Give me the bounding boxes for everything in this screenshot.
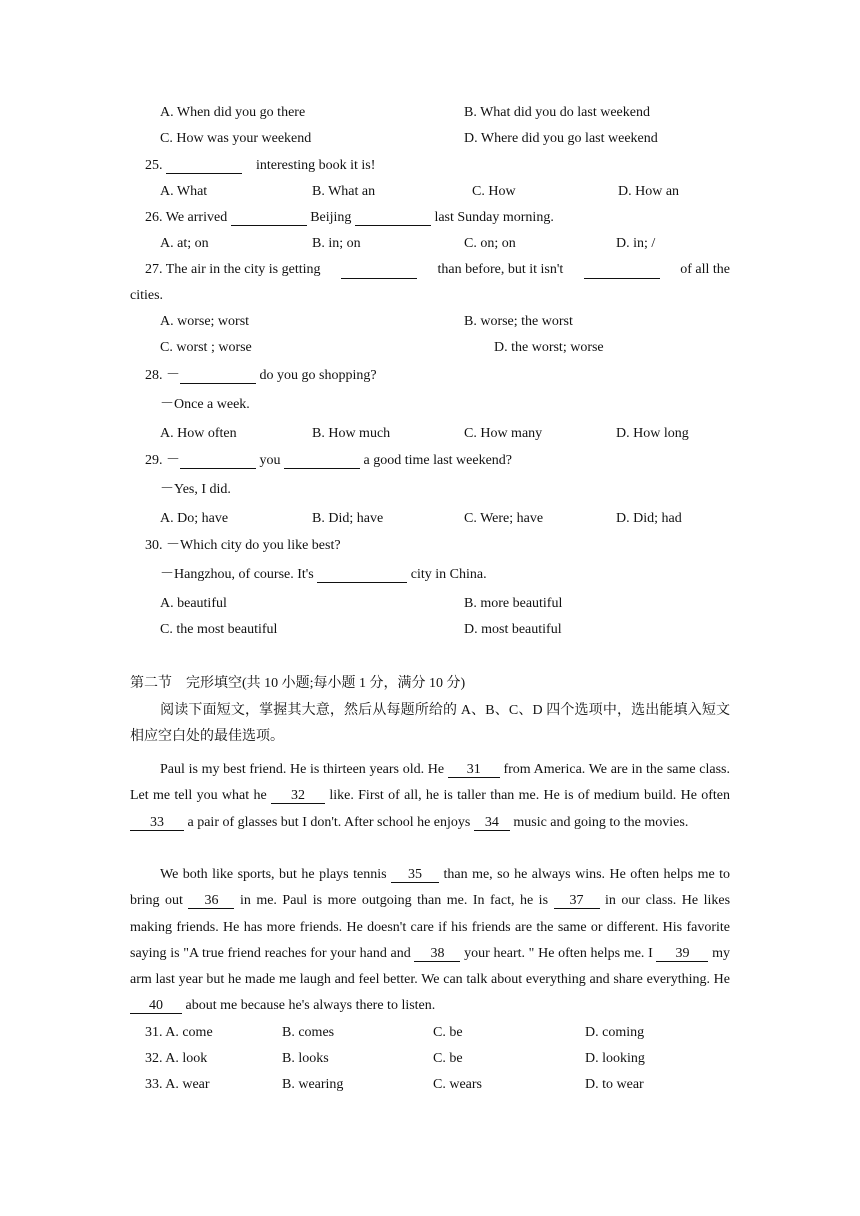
- q29-option-d: D. Did; had: [616, 511, 682, 526]
- q31-option-b: B. comes: [282, 1025, 335, 1040]
- q24-option-d: D. Where did you go last weekend: [464, 131, 658, 146]
- q26-option-b: B. in; on: [312, 236, 361, 251]
- blank-40: 40: [130, 998, 182, 1014]
- passage-text: We both like sports, but he plays tennis: [160, 867, 387, 882]
- blank-36: 36: [188, 893, 234, 909]
- q31-option-d: D. coming: [585, 1025, 645, 1040]
- q28-stem: do you go shopping?: [259, 368, 377, 383]
- question-28: [145, 367, 377, 385]
- q29-option-b: B. Did; have: [312, 511, 384, 526]
- blank-34: 34: [474, 815, 510, 831]
- q25-blank: [166, 158, 242, 174]
- passage-text: about me because he's always there to listen.: [185, 998, 436, 1014]
- q29-option-c: C. Were; have: [464, 511, 544, 526]
- blank-37: 37: [554, 893, 600, 909]
- passage-text: in me. Paul is more outgoing than me. In fact, he is: [239, 893, 549, 909]
- q25-option-b: B. What an: [312, 184, 376, 199]
- passage-text: from America. We are in the same class. Let me tell you what he: [130, 762, 730, 804]
- q29-number: 29. －: [145, 453, 180, 468]
- q31-option-a: 31. A. come: [145, 1025, 213, 1040]
- q24-option-a: A. When did you go there: [160, 105, 306, 120]
- passage-text: than me, so he always wins. He often helps me to bring out: [130, 867, 731, 909]
- q29-blank-2: [284, 453, 360, 469]
- q32-option-d: D. looking: [585, 1051, 645, 1066]
- question-29: [145, 452, 512, 470]
- q30-option-c: C. the most beautiful: [160, 622, 278, 637]
- passage-text: your heart. " He often helps me. I: [464, 945, 653, 961]
- blank-38: 38: [414, 946, 460, 962]
- q26-stem-start: 26. We arrived: [145, 210, 228, 225]
- passage-paragraph-2: [130, 862, 730, 1020]
- passage-text: a pair of glasses but I don't. After school he enjoys: [187, 814, 471, 830]
- q28-number: 28. －: [145, 368, 180, 383]
- passage-text: music and going to the movies.: [513, 814, 689, 830]
- q24-option-c: C. How was your weekend: [160, 131, 312, 146]
- blank-35: 35: [391, 867, 439, 883]
- question-25: [145, 157, 375, 175]
- blank-32: 32: [271, 788, 325, 804]
- q27-blank-2: [584, 261, 660, 279]
- q27-stem-start: 27. The air in the city is getting: [145, 262, 321, 277]
- q26-stem-mid: Beijing: [310, 210, 352, 225]
- q28-option-d: D. How long: [616, 426, 689, 441]
- q30-option-a: A. beautiful: [160, 596, 227, 611]
- blank-31: 31: [448, 762, 500, 778]
- q25-stem: interesting book it is!: [256, 158, 376, 173]
- q30-stem: 30. －Which city do you like best?: [145, 538, 341, 553]
- q30-option-b: B. more beautiful: [464, 596, 563, 611]
- q26-blank-2: [355, 210, 431, 226]
- q33-option-d: D. to wear: [585, 1077, 644, 1092]
- q27-option-b: B. worse; the worst: [464, 314, 573, 329]
- instruction-text: 阅读下面短文，掌握其大意，然后从每题所给的 A、B、C、D 四个选项中，选出能填入短文相应空白处的最佳选项。: [130, 703, 730, 745]
- q26-option-a: A. at; on: [160, 236, 209, 251]
- q29-stem-end: a good time last weekend?: [363, 453, 513, 468]
- q27-stem-cont: cities.: [130, 288, 164, 303]
- q27-stem-end: of all the: [680, 262, 730, 277]
- q29-option-a: A. Do; have: [160, 511, 229, 526]
- q27-option-c: C. worst ; worse: [160, 340, 252, 355]
- q33-option-c: C. wears: [433, 1077, 482, 1092]
- q26-option-d: D. in; /: [616, 236, 656, 251]
- q27-option-d: D. the worst; worse: [494, 340, 604, 355]
- q26-blank-1: [231, 210, 307, 226]
- q29-blank-1: [180, 453, 256, 469]
- q27-stem-mid: than before, but it isn't: [437, 262, 564, 277]
- q25-option-d: D. How an: [618, 184, 680, 199]
- section-instruction: [130, 698, 730, 751]
- q25-number: 25.: [145, 158, 163, 173]
- passage-text: in our class. He likes making friends. He has more friends. He doesn't care if his friends are the same or different. His favorite saying is "A true friend reaches for your hand and: [130, 893, 731, 961]
- q26-stem-end: last Sunday morning.: [434, 210, 554, 225]
- q25-option-c: C. How: [472, 184, 516, 199]
- q32-option-b: B. looks: [282, 1051, 329, 1066]
- q30-option-d: D. most beautiful: [464, 622, 562, 637]
- q26-option-c: C. on; on: [464, 236, 516, 251]
- q28-answer: －Once a week.: [160, 397, 250, 412]
- question-26: [145, 209, 554, 227]
- q30-answer-end: city in China.: [410, 567, 487, 582]
- q24-option-b: B. What did you do last weekend: [464, 105, 650, 120]
- q30-answer-start: －Hangzhou, of course. It's: [160, 567, 314, 582]
- q28-option-c: C. How many: [464, 426, 543, 441]
- q28-blank: [180, 368, 256, 384]
- q31-option-c: C. be: [433, 1025, 463, 1040]
- passage-text: my arm last year but he made me laugh and feel better. We can talk about everything and share everything. He: [130, 945, 731, 988]
- q28-option-a: A. How often: [160, 426, 237, 441]
- q33-option-a: 33. A. wear: [145, 1077, 210, 1092]
- q32-option-a: 32. A. look: [145, 1051, 208, 1066]
- blank-39: 39: [656, 946, 708, 962]
- q32-option-c: C. be: [433, 1051, 463, 1066]
- q27-option-a: A. worse; worst: [160, 314, 250, 329]
- q29-answer: －Yes, I did.: [160, 482, 231, 497]
- q28-option-b: B. How much: [312, 426, 391, 441]
- q27-blank-1: [341, 261, 417, 279]
- q29-stem-mid: you: [259, 453, 281, 468]
- passage-paragraph-1: [130, 757, 730, 836]
- q30-blank: [317, 567, 407, 583]
- passage-text: Paul is my best friend. He is thirteen years old. He: [160, 762, 445, 777]
- section-title: 第二节 完形填空(共 10 小题;每小题 1 分，满分 10 分): [130, 676, 466, 691]
- q30-answer: [160, 566, 487, 584]
- passage-text: like. First of all, he is taller than me. He is of medium build. He often: [329, 788, 731, 804]
- blank-33: 33: [130, 815, 184, 831]
- q25-option-a: A. What: [160, 184, 208, 199]
- question-27: [145, 261, 730, 279]
- q33-option-b: B. wearing: [282, 1077, 344, 1092]
